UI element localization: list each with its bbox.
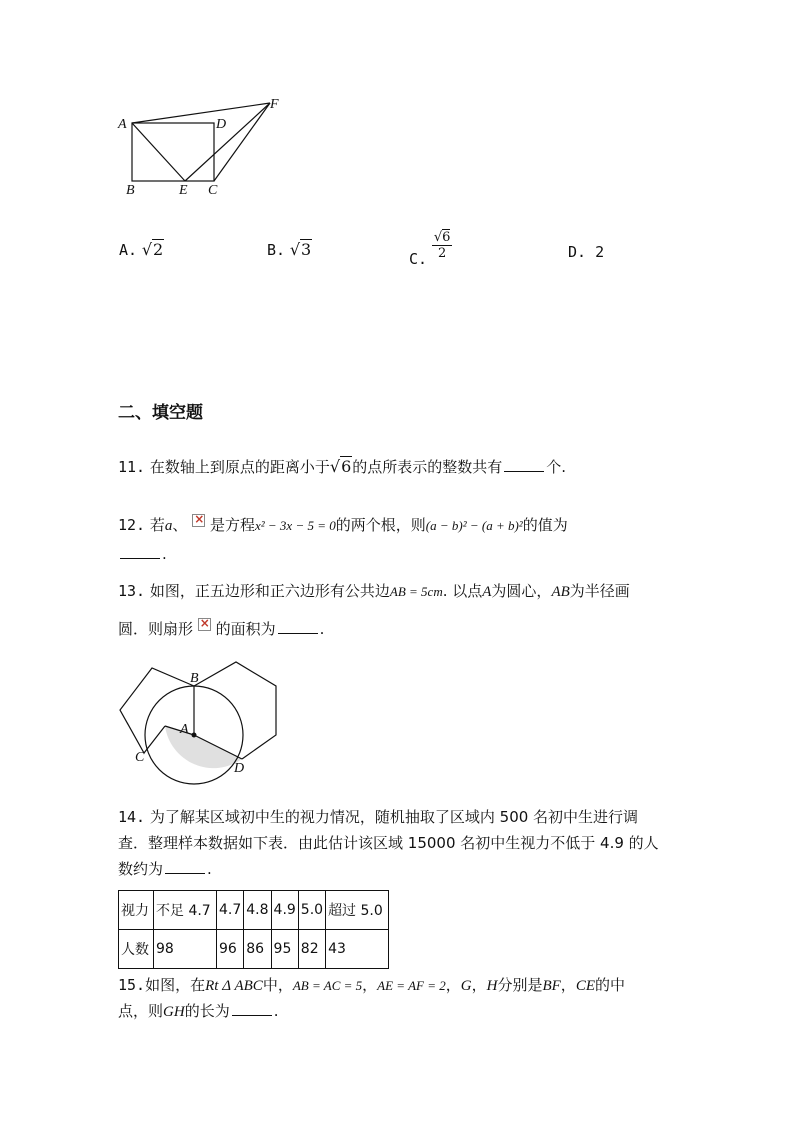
q15-triangle: Rt Δ ABC [205, 978, 263, 994]
table-header-cell: 视力 [119, 891, 154, 930]
q15-sep-4: ， [560, 976, 576, 994]
q11-answer-blank [504, 470, 544, 472]
figure-rectangle-abcd [110, 90, 290, 200]
option-c-value: $\frac{√6}{2}$ [433, 230, 451, 261]
q13-line2-b: 的面积为 [215, 620, 276, 638]
question-14 [118, 806, 638, 827]
q13-segment: AB [551, 584, 570, 600]
q15-seg-bf: BF [542, 978, 561, 994]
figure-pentagon-hexagon [110, 655, 290, 785]
q12-sep: 、 [172, 516, 188, 534]
table-header-cell: 4.9 [271, 891, 298, 930]
q12-end: . [162, 545, 167, 563]
label-e: E [179, 183, 188, 198]
q14-number: 14. [118, 808, 146, 826]
table-row [119, 930, 389, 969]
option-c [409, 230, 452, 268]
q15-line2-b: 的长为 [184, 1002, 230, 1020]
q15-point-h: H [486, 978, 498, 994]
option-d-value: 2 [595, 243, 605, 261]
section-title: 二、填空题 [118, 403, 203, 423]
table-cell: 86 [244, 930, 271, 969]
q14-end: . [207, 860, 212, 878]
question-14-line-3 [118, 858, 212, 879]
center-point [192, 733, 197, 738]
q15-answer-blank [232, 1014, 272, 1016]
broken-image-icon [192, 514, 205, 527]
option-d-prefix: D. [568, 243, 587, 261]
option-a-prefix: A. [119, 241, 138, 259]
question-11 [118, 456, 566, 477]
q15-number: 15. [118, 976, 146, 994]
q13-text-3: 为圆心， [491, 582, 552, 600]
q15-text-3: 分别是 [497, 976, 543, 994]
q12-text-1: 若 [149, 516, 165, 534]
q15-eq-2: AE = AF = 2 [377, 978, 446, 993]
sector-shaded [165, 726, 242, 768]
q13-text-1: 如图，正五边形和正六边形有公共边 [149, 582, 390, 600]
q14-answer-blank [165, 872, 205, 874]
label-b: B [190, 671, 199, 686]
option-b-prefix: B. [267, 241, 286, 259]
option-a [119, 240, 164, 259]
q13-point: A [482, 584, 492, 600]
q14-line-1: 为了解某区域初中生的视力情况，随机抽取了区域内 500 名初中生进行调 [149, 808, 639, 826]
q13-text-4: 为半径画 [569, 582, 630, 600]
q11-sqrt: √6 [329, 457, 352, 476]
table-row-label: 人数 [119, 930, 154, 969]
question-14-line-2 [118, 832, 659, 853]
table-cell: 96 [217, 930, 244, 969]
option-d [568, 243, 604, 261]
q15-seg-gh: GH [163, 1004, 185, 1020]
q15-text-1: 如图，在 [145, 976, 206, 994]
label-c: C [135, 750, 145, 765]
question-15 [118, 974, 625, 995]
q14-line-3: 数约为 [118, 860, 164, 878]
q15-sep-3: ， [471, 976, 487, 994]
q13-equation: AB = 5cm [389, 584, 443, 599]
segment-af [132, 103, 270, 123]
vision-table [118, 890, 389, 969]
segment-ae [132, 123, 185, 181]
q14-line-2: 查．整理样本数据如下表．由此估计该区域 15000 名初中生视力不低于 4.9 的人 [118, 834, 659, 852]
q11-text-2: 的点所表示的整数共有 [352, 458, 503, 476]
option-a-value: √2 [141, 240, 164, 259]
segment-cf [214, 103, 270, 181]
question-12-line-2 [118, 545, 167, 563]
q12-text-4: 的值为 [522, 516, 568, 534]
q11-text-3: 个. [546, 458, 567, 476]
table-header-cell: 4.8 [244, 891, 271, 930]
q13-line2-a: 圆．则扇形 [118, 620, 194, 638]
table-header-cell: 超过 5.0 [326, 891, 389, 930]
q12-text-2: 是方程 [209, 516, 255, 534]
question-15-line-2 [118, 1000, 278, 1021]
option-c-prefix: C. [409, 250, 428, 268]
q13-answer-blank [278, 632, 318, 634]
q13-end: . [319, 620, 325, 638]
table-header-cell: 不足 4.7 [154, 891, 217, 930]
q15-point-g: G [460, 978, 472, 994]
label-a: A [118, 117, 127, 132]
table-header-cell: 4.7 [217, 891, 244, 930]
table-header-row [119, 891, 389, 930]
q12-expression: (a − b)² − (a + b)² [425, 518, 523, 533]
q15-sep-1: ， [362, 976, 378, 994]
q11-number: 11. [118, 458, 146, 476]
q15-end: . [273, 1002, 279, 1020]
rect-abcd [132, 123, 214, 181]
label-f: F [270, 97, 279, 112]
table-header-cell: 5.0 [298, 891, 325, 930]
question-12 [118, 514, 568, 535]
q12-number: 12. [118, 516, 146, 534]
q12-var-a: a [164, 518, 173, 534]
option-b-value: √3 [289, 240, 312, 259]
table-cell: 82 [298, 930, 325, 969]
q15-seg-ce: CE [575, 978, 595, 994]
label-d: D [216, 117, 227, 132]
q13-number: 13. [118, 582, 146, 600]
label-b: B [126, 183, 135, 198]
broken-image-icon [198, 618, 211, 631]
table-cell: 98 [154, 930, 217, 969]
q12-equation: x² − 3x − 5 = 0 [254, 518, 336, 533]
q12-text-3: 的两个根，则 [335, 516, 426, 534]
label-d: D [234, 761, 245, 776]
label-a: A [180, 722, 189, 737]
q15-eq-1: AB = AC = 5 [292, 978, 363, 993]
question-13-line-2 [118, 618, 324, 639]
q11-text-1: 在数轴上到原点的距离小于 [149, 458, 330, 476]
table-cell: 95 [271, 930, 298, 969]
q15-sep-2: ， [445, 976, 461, 994]
table-cell: 43 [326, 930, 389, 969]
q13-text-2: . 以点 [442, 582, 483, 600]
q15-line2-a: 点，则 [118, 1002, 164, 1020]
label-c: C [208, 183, 218, 198]
option-b [267, 240, 312, 259]
q12-answer-blank [120, 557, 160, 559]
q15-text-2: 中， [262, 976, 293, 994]
q15-text-4: 的中 [594, 976, 625, 994]
segment-ef [185, 103, 270, 181]
question-13 [118, 580, 630, 601]
